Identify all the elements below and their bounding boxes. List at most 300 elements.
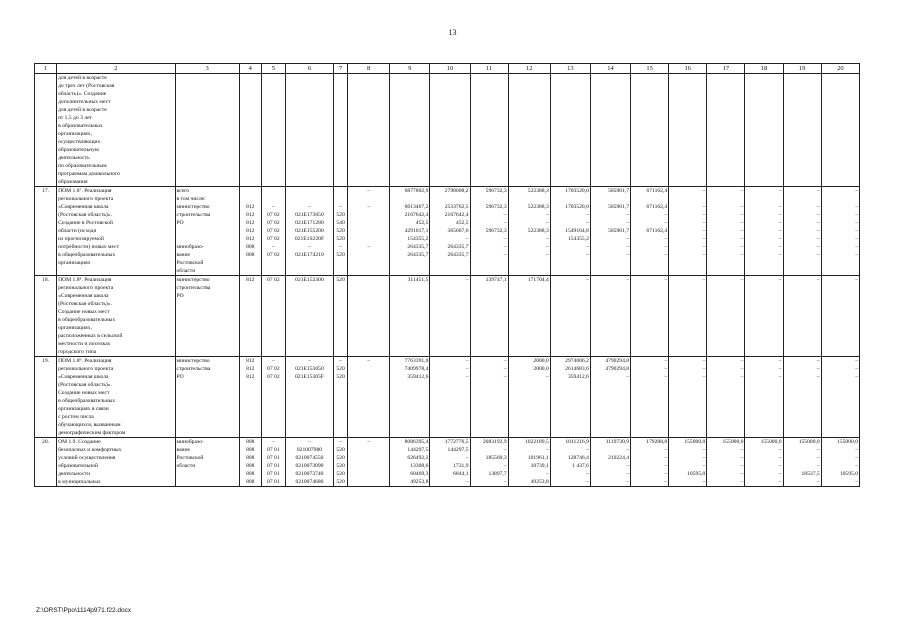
measure-name-cell-line: Создание в Ростовской — [58, 220, 113, 226]
column-header: 11 — [470, 64, 508, 74]
measure-name-cell-line: деятельность — [58, 155, 90, 161]
column-header: 19 — [783, 64, 821, 74]
value-cell — [745, 357, 783, 438]
value-cell-line: – — [855, 188, 858, 194]
value-cell — [631, 276, 669, 357]
executor-cell-line — [177, 235, 238, 243]
value-cell-line: 520 — [336, 479, 345, 485]
value-cell — [261, 276, 285, 357]
value-cell — [745, 187, 783, 276]
measure-name-cell-line: образовательной — [58, 463, 98, 469]
value-cell-line: 808 — [246, 471, 255, 477]
value-cell-line: – — [465, 366, 469, 372]
value-cell-line: 07 01 — [267, 463, 280, 469]
value-cell-line: – — [545, 374, 549, 380]
value-cell — [470, 276, 508, 357]
value-cell-line — [241, 195, 260, 203]
value-cell-line: – — [740, 374, 744, 380]
value-cell-line: – — [740, 188, 744, 194]
measure-name-cell-line: деятельности — [58, 471, 91, 477]
value-cell-line — [349, 259, 388, 267]
table-row — [35, 187, 860, 276]
measure-name-cell-line: условий осуществления — [58, 455, 116, 461]
value-cell-line: – — [664, 463, 668, 469]
value-cell-line: – — [778, 277, 782, 283]
value-cell — [390, 438, 430, 487]
value-cell-line: – — [503, 244, 507, 250]
value-cell-line: 7763391,0 — [404, 358, 429, 364]
measure-name-cell-line: в общеобразовательных — [58, 398, 116, 404]
value-cell-line: 1772776,5 — [444, 439, 469, 445]
value-cell-line: 021E171280 — [295, 220, 324, 226]
value-cell — [707, 276, 745, 357]
value-cell-line — [349, 462, 388, 470]
value-cell — [745, 276, 783, 357]
value-cell-line: – — [626, 471, 630, 477]
value-cell-line — [287, 195, 332, 203]
continuation-row — [35, 74, 860, 187]
value-cell-line: 2614683,6 — [565, 366, 589, 372]
value-cell-line: – — [626, 252, 630, 258]
value-cell-line: – — [465, 236, 469, 242]
value-cell-line: – — [664, 374, 668, 380]
table-row — [35, 276, 860, 357]
measure-name-cell-line: регионального проекта — [58, 366, 114, 372]
column-header: 17 — [707, 64, 745, 74]
value-cell — [590, 187, 630, 276]
value-cell-line: 812 — [246, 374, 255, 380]
value-cell — [390, 276, 430, 357]
value-cell-line: 021E173050 — [295, 212, 324, 218]
value-cell-line: 812 — [246, 236, 255, 242]
column-header: 1 — [35, 64, 57, 74]
value-cell-line: – — [465, 277, 469, 283]
measure-name-cell-line: для детей в возрасте — [58, 75, 107, 81]
value-cell-line: – — [626, 463, 630, 469]
measure-name-cell-line: от 1,5 до 3 лет — [58, 115, 92, 121]
value-cell-line: 021E174210 — [295, 252, 324, 258]
value-cell-line: 671162,4 — [646, 204, 668, 210]
value-cell-line — [241, 267, 260, 275]
empty-cell — [590, 74, 630, 187]
value-cell-line: 8086395,4 — [404, 439, 429, 445]
value-cell-line: – — [702, 212, 706, 218]
value-cell-line: – — [586, 277, 589, 283]
value-cell-line — [349, 267, 388, 275]
value-cell-line: – — [740, 228, 744, 234]
value-cell-line: 07 02 — [267, 366, 280, 372]
value-cell-line — [287, 187, 332, 195]
empty-cell — [430, 74, 470, 187]
value-cell-line: 10739,1 — [530, 463, 549, 469]
value-cell-line: – — [816, 188, 820, 194]
value-cell-line: 540 — [336, 220, 345, 226]
value-cell-line: 520 — [336, 252, 345, 258]
page-number: 13 — [448, 28, 457, 37]
value-cell-line: – — [367, 244, 371, 250]
value-cell-line — [263, 259, 284, 267]
value-cell-line: – — [626, 374, 630, 380]
value-cell-line: 359412,6 — [407, 374, 429, 380]
value-cell-line: – — [778, 479, 782, 485]
value-cell-line: – — [778, 204, 782, 210]
value-cell-line: – — [855, 479, 858, 485]
value-cell-line — [592, 259, 629, 267]
measure-name-cell-line: Создание новых мест — [58, 309, 110, 315]
value-cell-line: 812 — [246, 228, 255, 234]
value-cell-line: 585901,7 — [608, 228, 630, 234]
value-cell-line: 0210074680 — [295, 479, 324, 485]
value-cell-line: 812 — [246, 220, 255, 226]
value-cell-line: – — [855, 252, 858, 258]
value-cell-line: – — [778, 471, 782, 477]
value-cell-line: 144297,5 — [447, 447, 469, 453]
value-cell-line: – — [740, 463, 744, 469]
value-cell-line: 021E153050 — [295, 366, 324, 372]
value-cell-line: – — [545, 447, 549, 453]
value-cell-line: 07 02 — [267, 212, 280, 218]
value-cell-line: – — [740, 358, 744, 364]
value-cell — [669, 276, 707, 357]
value-cell-line: 07 02 — [267, 277, 280, 283]
value-cell-line — [287, 267, 332, 275]
value-cell-line: – — [586, 220, 589, 226]
value-cell-line: – — [271, 204, 275, 210]
value-cell-line: 144297,5 — [407, 447, 429, 453]
column-header: 9 — [390, 64, 430, 74]
value-cell-line: – — [545, 212, 549, 218]
value-cell-line: – — [367, 188, 371, 194]
value-cell-line — [431, 259, 468, 267]
value-cell-line: 154355,2 — [567, 236, 589, 242]
value-cell-line: 021E152300 — [295, 277, 324, 283]
value-cell — [631, 357, 669, 438]
value-cell-line: – — [503, 374, 507, 380]
value-cell-line: 812 — [246, 277, 255, 283]
value-cell-line: 171704,4 — [527, 277, 549, 283]
value-cell-line: 2000,0 — [533, 366, 549, 372]
value-cell-line: 6613467,2 — [404, 204, 429, 210]
value-cell-line — [708, 259, 743, 267]
value-cell-line: 13308,6 — [410, 463, 429, 469]
value-cell — [550, 276, 590, 357]
value-cell-line: – — [778, 455, 782, 461]
value-cell-line: – — [816, 455, 820, 461]
value-cell-line: 812 — [246, 366, 255, 372]
value-cell-line: 1011216,9 — [565, 439, 589, 445]
value-cell-line — [335, 187, 346, 195]
value-cell-line — [241, 259, 260, 267]
value-cell-line: 4291017,1 — [404, 228, 429, 234]
measure-name-cell-line: в общеобразовательных — [58, 317, 116, 323]
measure-name-cell-line: с ростом числа — [58, 414, 94, 420]
value-cell-line: 585901,7 — [608, 188, 630, 194]
value-cell-line: – — [816, 236, 820, 242]
value-cell-line: – — [740, 204, 744, 210]
value-cell-line: – — [367, 439, 371, 445]
value-cell — [631, 438, 669, 487]
value-cell-line: – — [664, 212, 668, 218]
column-header: 2 — [57, 64, 175, 74]
value-cell-line: 1731,9 — [453, 463, 469, 469]
value-cell-line: 812 — [246, 212, 255, 218]
measure-name-cell-line: по образовательным — [58, 163, 107, 169]
value-cell-line — [349, 454, 388, 462]
value-cell — [285, 438, 333, 487]
value-cell — [261, 187, 285, 276]
value-cell-line: – — [465, 479, 469, 485]
value-cell-line: – — [339, 244, 342, 250]
value-cell-line: 179288,8 — [646, 439, 668, 445]
measure-name-cell-line: в образовательных — [58, 123, 103, 129]
measure-name-cell-line: дополнительных мест — [58, 99, 111, 105]
measure-name-cell-line: потребности) новых мест — [58, 244, 120, 250]
executor-cell-line: области — [176, 268, 196, 274]
value-cell-line: – — [702, 236, 706, 242]
value-cell-line: 2083192,9 — [482, 439, 507, 445]
value-cell-line: – — [503, 236, 507, 242]
value-cell-line — [349, 470, 388, 478]
value-cell-line: – — [778, 220, 782, 226]
measure-name-cell-line: для детей в возрасте — [58, 107, 107, 113]
value-cell-line: 808 — [246, 447, 255, 453]
value-cell-line: 2533762,5 — [444, 204, 469, 210]
column-header: 13 — [550, 64, 590, 74]
value-cell-line: 812 — [246, 358, 255, 364]
value-cell-line — [592, 267, 629, 275]
value-cell-line: 596732,3 — [485, 228, 507, 234]
value-cell-line: – — [626, 244, 630, 250]
value-cell-line — [287, 259, 332, 267]
value-cell-line: – — [702, 228, 706, 234]
value-cell — [285, 276, 333, 357]
value-cell-line: – — [664, 479, 668, 485]
column-header: 14 — [590, 64, 630, 74]
value-cell-line: – — [816, 374, 820, 380]
value-cell-line: – — [855, 220, 858, 226]
value-cell-line — [241, 187, 260, 195]
executor-cell-line: министерство — [176, 204, 210, 210]
value-cell-line: – — [503, 212, 507, 218]
value-cell-line: – — [855, 455, 858, 461]
measure-name-cell-line: области (исходя — [58, 228, 97, 234]
column-number-row — [35, 64, 860, 74]
value-cell-line: – — [816, 220, 820, 226]
value-cell-line: 585901,7 — [608, 204, 630, 210]
value-cell — [707, 438, 745, 487]
column-header: 6 — [285, 64, 333, 74]
executor-cell-line: министерство — [176, 358, 210, 364]
value-cell-line — [510, 195, 549, 203]
empty-cell — [745, 74, 783, 187]
value-cell-line — [349, 219, 388, 227]
value-cell-line: – — [740, 366, 744, 372]
value-cell-line: – — [816, 358, 820, 364]
measure-name-cell-line: регионального проекта — [58, 285, 114, 291]
value-cell-line: – — [740, 220, 744, 226]
value-cell-line: – — [339, 204, 342, 210]
measure-name-cell-line: безопасных и комфортных — [58, 447, 122, 453]
value-cell-line — [335, 259, 346, 267]
value-cell-line: – — [702, 277, 706, 283]
empty-cell — [707, 74, 745, 187]
value-cell-line: – — [503, 479, 507, 485]
value-cell-line: – — [778, 366, 782, 372]
value-cell-line: – — [503, 252, 507, 258]
value-cell-line — [785, 267, 820, 275]
value-cell-line: 808 — [246, 439, 255, 445]
column-header: 3 — [175, 64, 239, 74]
value-cell-line: – — [816, 244, 820, 250]
measure-name-cell — [57, 357, 175, 438]
executor-cell-line: РО — [176, 293, 184, 299]
value-cell-line — [632, 267, 667, 275]
value-cell-line: – — [367, 358, 371, 364]
value-cell-line — [472, 195, 507, 203]
measure-name-cell-line: местности и поселках — [58, 341, 111, 347]
value-cell-line: – — [702, 244, 706, 250]
executor-cell — [175, 276, 239, 357]
value-cell-line: – — [586, 479, 589, 485]
value-cell-line: – — [367, 204, 371, 210]
value-cell-line — [349, 235, 388, 243]
measure-name-cell-line: регионального проекта — [58, 196, 114, 202]
value-cell-line: 154355,2 — [407, 236, 429, 242]
value-cell-line: – — [855, 236, 858, 242]
measure-name-cell-line: (Ростовская область)». — [58, 212, 112, 218]
value-cell — [239, 438, 261, 487]
value-cell-line — [349, 195, 388, 203]
measure-name-cell — [57, 276, 175, 357]
value-cell-line: 2974006,2 — [565, 358, 589, 364]
measure-name-cell — [57, 74, 175, 187]
value-cell-line: – — [503, 463, 507, 469]
measure-name-cell — [57, 187, 175, 276]
value-cell — [783, 357, 821, 438]
value-cell-line: 07 01 — [267, 479, 280, 485]
value-cell-line: – — [308, 244, 311, 250]
column-header: 7 — [334, 64, 348, 74]
value-cell-line: – — [503, 358, 507, 364]
measure-name-cell-line: организациях — [58, 260, 91, 266]
measure-name-cell-line: до трех лет (Ростовская — [58, 83, 115, 89]
executor-cell-line: строительства — [176, 285, 211, 291]
value-cell-line — [746, 267, 781, 275]
value-cell-line: 021E155200 — [295, 228, 324, 234]
value-cell-line — [552, 267, 589, 275]
value-cell-line: – — [586, 471, 589, 477]
value-cell-line: 07 02 — [267, 220, 280, 226]
executor-cell-line: вание — [176, 252, 191, 258]
value-cell-line: 1022189,5 — [525, 439, 549, 445]
column-header: 16 — [669, 64, 707, 74]
empty-cell — [508, 74, 550, 187]
row-number-cell: 18. — [35, 276, 57, 357]
value-cell-line: 264335,7 — [407, 252, 429, 258]
value-cell-line: – — [778, 447, 782, 453]
value-cell — [783, 276, 821, 357]
value-cell-line: 520 — [336, 236, 345, 242]
value-cell — [669, 187, 707, 276]
value-cell-line: 812 — [246, 204, 255, 210]
value-cell-line: – — [816, 479, 820, 485]
value-cell-line — [391, 267, 428, 275]
empty-cell — [550, 74, 590, 187]
value-cell-line — [785, 195, 820, 203]
value-cell-line: – — [308, 358, 311, 364]
value-cell-line: – — [626, 479, 630, 485]
value-cell — [261, 357, 285, 438]
value-cell-line: – — [664, 358, 668, 364]
measure-name-cell-line: «Современная школа — [58, 374, 109, 380]
value-cell-line: – — [465, 374, 469, 380]
measure-name-cell-line: расположенных в сельской — [58, 333, 123, 339]
value-cell — [239, 357, 261, 438]
value-cell — [430, 276, 470, 357]
value-cell-line: – — [855, 374, 858, 380]
value-cell-line: 520 — [336, 277, 345, 283]
value-cell — [334, 438, 348, 487]
value-cell-line: – — [702, 252, 706, 258]
value-cell-line: – — [308, 204, 311, 210]
value-cell — [508, 187, 550, 276]
value-cell-line — [472, 267, 507, 275]
column-header: 8 — [348, 64, 390, 74]
value-cell-line: 264335,7 — [447, 252, 469, 258]
table-row — [35, 357, 860, 438]
value-cell-line: – — [778, 212, 782, 218]
value-cell-line: – — [465, 358, 469, 364]
value-cell-line — [349, 276, 388, 284]
value-cell — [821, 276, 859, 357]
measure-name-cell-line: ПОМ 1.8⁷. Реализация — [58, 188, 112, 194]
value-cell-line: – — [740, 236, 744, 242]
executor-cell-line: Ростовской — [176, 455, 204, 461]
value-cell-line: 671162,4 — [646, 228, 668, 234]
measure-name-cell-line: городского типа — [58, 349, 97, 355]
executor-cell-line — [177, 227, 238, 235]
value-cell — [783, 438, 821, 487]
value-cell-line: 522388,3 — [527, 228, 549, 234]
measure-name-cell-line: «Современная школа — [58, 293, 109, 299]
value-cell-line: 10595,0 — [687, 471, 706, 477]
value-cell-line: – — [778, 244, 782, 250]
value-cell-line: 596732,3 — [485, 188, 507, 194]
measure-name-cell-line: демографическим фактором — [58, 430, 126, 436]
value-cell — [239, 276, 261, 357]
value-cell — [285, 187, 333, 276]
empty-cell — [783, 74, 821, 187]
column-header: 5 — [261, 64, 285, 74]
value-cell — [348, 438, 390, 487]
value-cell-line: 155000,0 — [760, 439, 782, 445]
executor-cell-line: области — [176, 463, 196, 469]
value-cell-line: – — [664, 471, 668, 477]
value-cell-line: 2000,0 — [533, 358, 549, 364]
value-cell-line — [349, 446, 388, 454]
measure-name-cell-line: организациях, — [58, 325, 92, 331]
value-cell — [821, 357, 859, 438]
value-cell-line: – — [855, 277, 858, 283]
value-cell-line: – — [586, 212, 589, 218]
value-cell-line — [670, 195, 705, 203]
value-cell-line: – — [545, 236, 549, 242]
value-cell-line: – — [816, 366, 820, 372]
value-cell-line: 07 02 — [267, 228, 280, 234]
value-cell-line: 520 — [336, 212, 345, 218]
measure-name-cell-line: Создание новых мест — [58, 390, 110, 396]
value-cell-line: – — [503, 447, 507, 453]
